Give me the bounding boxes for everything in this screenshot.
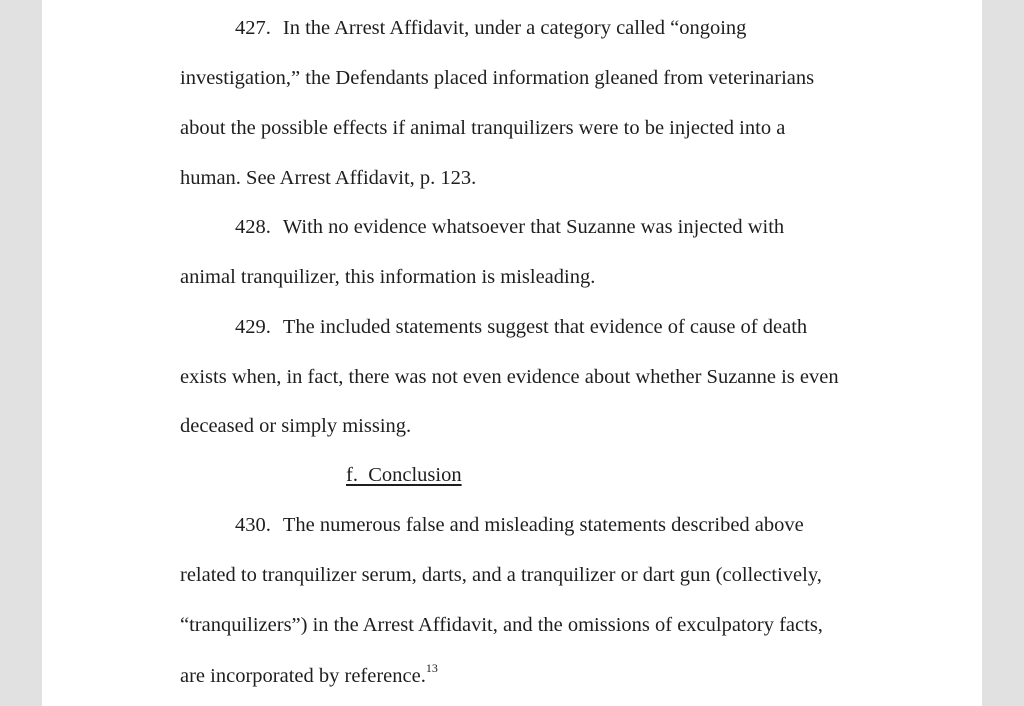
paragraph-427-line-4: human. See Arrest Affidavit, p. 123. — [180, 167, 477, 189]
document-page — [42, 0, 982, 706]
paragraph-427-line-1: 427. In the Arrest Affidavit, under a category called “ongoing — [235, 17, 747, 39]
paragraph-number: 430. — [235, 514, 271, 536]
paragraph-430-line-3: “tranquilizers”) in the Arrest Affidavit, and the omissions of exculpatory facts, — [180, 614, 823, 636]
paragraph-number: 428. — [235, 216, 271, 238]
paragraph-427-line-2: investigation,” the Defendants placed information gleaned from veterinarians — [180, 67, 815, 89]
paragraph-number: 427. — [235, 17, 271, 39]
paragraph-428-line-2: animal tranquilizer, this information is misleading. — [180, 266, 596, 288]
paragraph-428-line-1: 428. With no evidence whatsoever that Suzanne was injected with — [235, 216, 785, 238]
paragraph-429-line-1: 429. The included statements suggest that evidence of cause of death — [235, 316, 808, 338]
paragraph-430-line-2: related to tranquilizer serum, darts, and a tranquilizer or dart gun (collectively, — [180, 564, 822, 586]
paragraph-429-line-2: exists when, in fact, there was not even evidence about whether Suzanne is even — [180, 366, 839, 388]
paragraph-429-line-3: deceased or simply missing. — [180, 415, 412, 437]
paragraph-number: 429. — [235, 316, 271, 338]
paragraph-430-line-4: are incorporated by reference.$^{13}$ — [180, 661, 438, 687]
footnote-reference[interactable]: 13 — [425, 661, 438, 675]
paragraph-427-line-3: about the possible effects if animal tranquilizers were to be injected into a — [180, 117, 786, 139]
section-heading: f. Conclusion — [346, 464, 462, 486]
paragraph-430-line-1: 430. The numerous false and misleading statements described above — [235, 514, 804, 536]
